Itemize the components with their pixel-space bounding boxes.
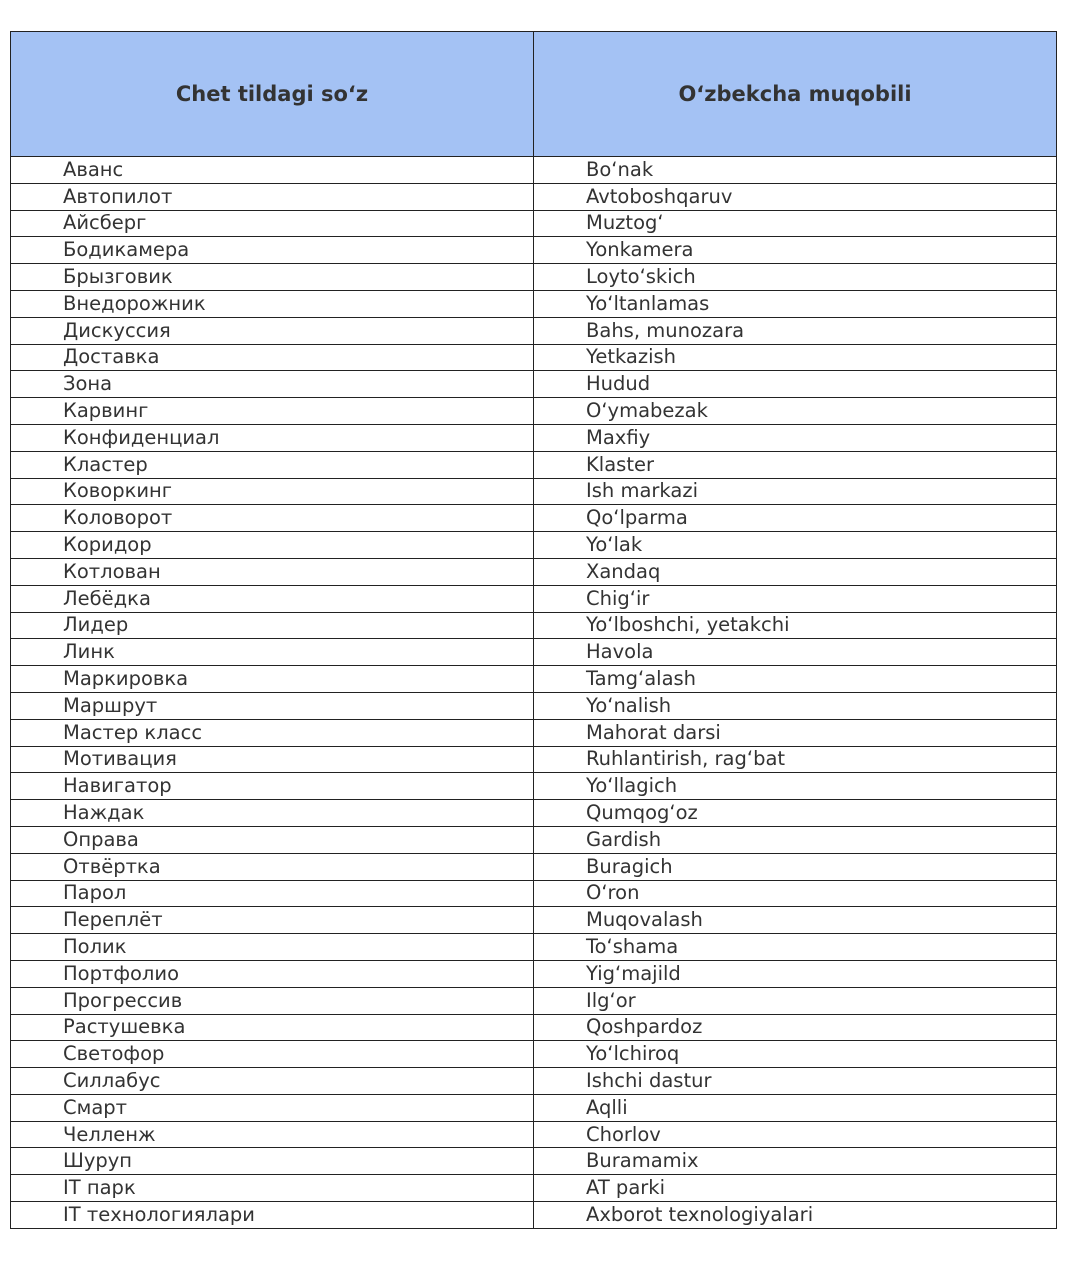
uzbek-equivalent-cell: To‘shama [534,934,1057,961]
foreign-word-cell: Внедорожник [11,290,534,317]
uzbek-equivalent-cell: Yig‘majild [534,960,1057,987]
table-row [11,183,1057,210]
foreign-word-cell: IT парк [11,1175,534,1202]
table-row [11,1094,1057,1121]
table-row [11,1041,1057,1068]
uzbek-equivalent-cell: Aqlli [534,1094,1057,1121]
uzbek-equivalent-cell: Avtoboshqaruv [534,183,1057,210]
foreign-word-cell: Силлабус [11,1068,534,1095]
table-body [11,157,1057,1229]
uzbek-equivalent-cell: Muqovalash [534,907,1057,934]
foreign-word-cell: Кластер [11,451,534,478]
foreign-word-cell: Котлован [11,558,534,585]
table-row [11,157,1057,184]
table-row [11,907,1057,934]
foreign-word-cell: Карвинг [11,398,534,425]
table-row [11,1014,1057,1041]
uzbek-equivalent-cell: Bahs, munozara [534,317,1057,344]
foreign-word-cell: Автопилот [11,183,534,210]
table-row [11,371,1057,398]
uzbek-equivalent-cell: Yetkazish [534,344,1057,371]
uzbek-equivalent-cell: Yo‘nalish [534,692,1057,719]
table-row [11,1121,1057,1148]
table-row [11,585,1057,612]
uzbek-equivalent-cell: Qoshpardoz [534,1014,1057,1041]
foreign-word-cell: Маркировка [11,666,534,693]
table-row [11,1148,1057,1175]
table-row [11,532,1057,559]
foreign-word-cell: Челленж [11,1121,534,1148]
table-row [11,987,1057,1014]
uzbek-equivalent-cell: O‘ymabezak [534,398,1057,425]
uzbek-equivalent-cell: Yo‘lboshchi, yetakchi [534,612,1057,639]
table-row [11,880,1057,907]
table-row [11,746,1057,773]
table-row [11,451,1057,478]
uzbek-equivalent-cell: Loyto‘skich [534,264,1057,291]
foreign-word-cell: Портфолио [11,960,534,987]
foreign-word-cell: IT технологиялари [11,1202,534,1229]
table-row [11,773,1057,800]
table-row [11,478,1057,505]
uzbek-equivalent-cell: Ruhlantirish, rag‘bat [534,746,1057,773]
uzbek-equivalent-cell: Ish markazi [534,478,1057,505]
uzbek-equivalent-cell: Yo‘lak [534,532,1057,559]
table-row [11,424,1057,451]
foreign-word-cell: Брызговик [11,264,534,291]
foreign-word-cell: Оправа [11,826,534,853]
table-row [11,344,1057,371]
foreign-word-cell: Мотивация [11,746,534,773]
uzbek-equivalent-cell: Mahorat darsi [534,719,1057,746]
uzbek-equivalent-cell: Hudud [534,371,1057,398]
foreign-word-cell: Полик [11,934,534,961]
table-row [11,264,1057,291]
table-row [11,1068,1057,1095]
table-row [11,612,1057,639]
table-row [11,1202,1057,1229]
table-row [11,800,1057,827]
foreign-word-cell: Линк [11,639,534,666]
table-row [11,317,1057,344]
table-row [11,853,1057,880]
foreign-word-cell: Растушевка [11,1014,534,1041]
table-row [11,290,1057,317]
table-row [11,237,1057,264]
uzbek-equivalent-cell: Yo‘ltanlamas [534,290,1057,317]
uzbek-equivalent-cell: Muztog‘ [534,210,1057,237]
table-row [11,692,1057,719]
uzbek-equivalent-cell: Havola [534,639,1057,666]
foreign-word-cell: Коворкинг [11,478,534,505]
header-foreign-word: Chet tildagi so‘z [11,32,534,157]
foreign-word-cell: Мастер класс [11,719,534,746]
uzbek-equivalent-cell: Chig‘ir [534,585,1057,612]
foreign-word-cell: Аванс [11,157,534,184]
uzbek-equivalent-cell: Tamg‘alash [534,666,1057,693]
foreign-word-cell: Бодикамера [11,237,534,264]
foreign-word-cell: Светофор [11,1041,534,1068]
uzbek-equivalent-cell: Chorlov [534,1121,1057,1148]
foreign-word-cell: Смарт [11,1094,534,1121]
uzbek-equivalent-cell: Bo‘nak [534,157,1057,184]
uzbek-equivalent-cell: Klaster [534,451,1057,478]
foreign-word-cell: Лебёдка [11,585,534,612]
foreign-word-cell: Дискуссия [11,317,534,344]
foreign-word-cell: Парол [11,880,534,907]
foreign-word-cell: Конфиденциал [11,424,534,451]
uzbek-equivalent-cell: Yonkamera [534,237,1057,264]
table-row [11,639,1057,666]
table-row [11,558,1057,585]
foreign-word-cell: Переплёт [11,907,534,934]
header-uzbek-equivalent: O‘zbekcha muqobili [534,32,1057,157]
table-row [11,1175,1057,1202]
header-row [11,32,1057,157]
table-header [11,32,1057,157]
foreign-word-cell: Отвёртка [11,853,534,880]
uzbek-equivalent-cell: Ilg‘or [534,987,1057,1014]
foreign-word-cell: Коридор [11,532,534,559]
uzbek-equivalent-cell: Axborot texnologiyalari [534,1202,1057,1229]
vocabulary-table [10,31,1057,1229]
foreign-word-cell: Лидер [11,612,534,639]
uzbek-equivalent-cell: Gardish [534,826,1057,853]
table-row [11,398,1057,425]
table-row [11,826,1057,853]
uzbek-equivalent-cell: AT parki [534,1175,1057,1202]
foreign-word-cell: Айсберг [11,210,534,237]
uzbek-equivalent-cell: Xandaq [534,558,1057,585]
uzbek-equivalent-cell: Buragich [534,853,1057,880]
uzbek-equivalent-cell: Qumqog‘oz [534,800,1057,827]
uzbek-equivalent-cell: O‘ron [534,880,1057,907]
table-row [11,719,1057,746]
foreign-word-cell: Доставка [11,344,534,371]
uzbek-equivalent-cell: Maxfiy [534,424,1057,451]
foreign-word-cell: Зона [11,371,534,398]
uzbek-equivalent-cell: Qo‘lparma [534,505,1057,532]
uzbek-equivalent-cell: Yo‘llagich [534,773,1057,800]
foreign-word-cell: Наждак [11,800,534,827]
table-row [11,960,1057,987]
table-row [11,666,1057,693]
foreign-word-cell: Маршрут [11,692,534,719]
table-row [11,210,1057,237]
table-row [11,934,1057,961]
foreign-word-cell: Шуруп [11,1148,534,1175]
foreign-word-cell: Коловорот [11,505,534,532]
uzbek-equivalent-cell: Yo‘lchiroq [534,1041,1057,1068]
uzbek-equivalent-cell: Buramamix [534,1148,1057,1175]
table-row [11,505,1057,532]
foreign-word-cell: Навигатор [11,773,534,800]
uzbek-equivalent-cell: Ishchi dastur [534,1068,1057,1095]
foreign-word-cell: Прогрессив [11,987,534,1014]
